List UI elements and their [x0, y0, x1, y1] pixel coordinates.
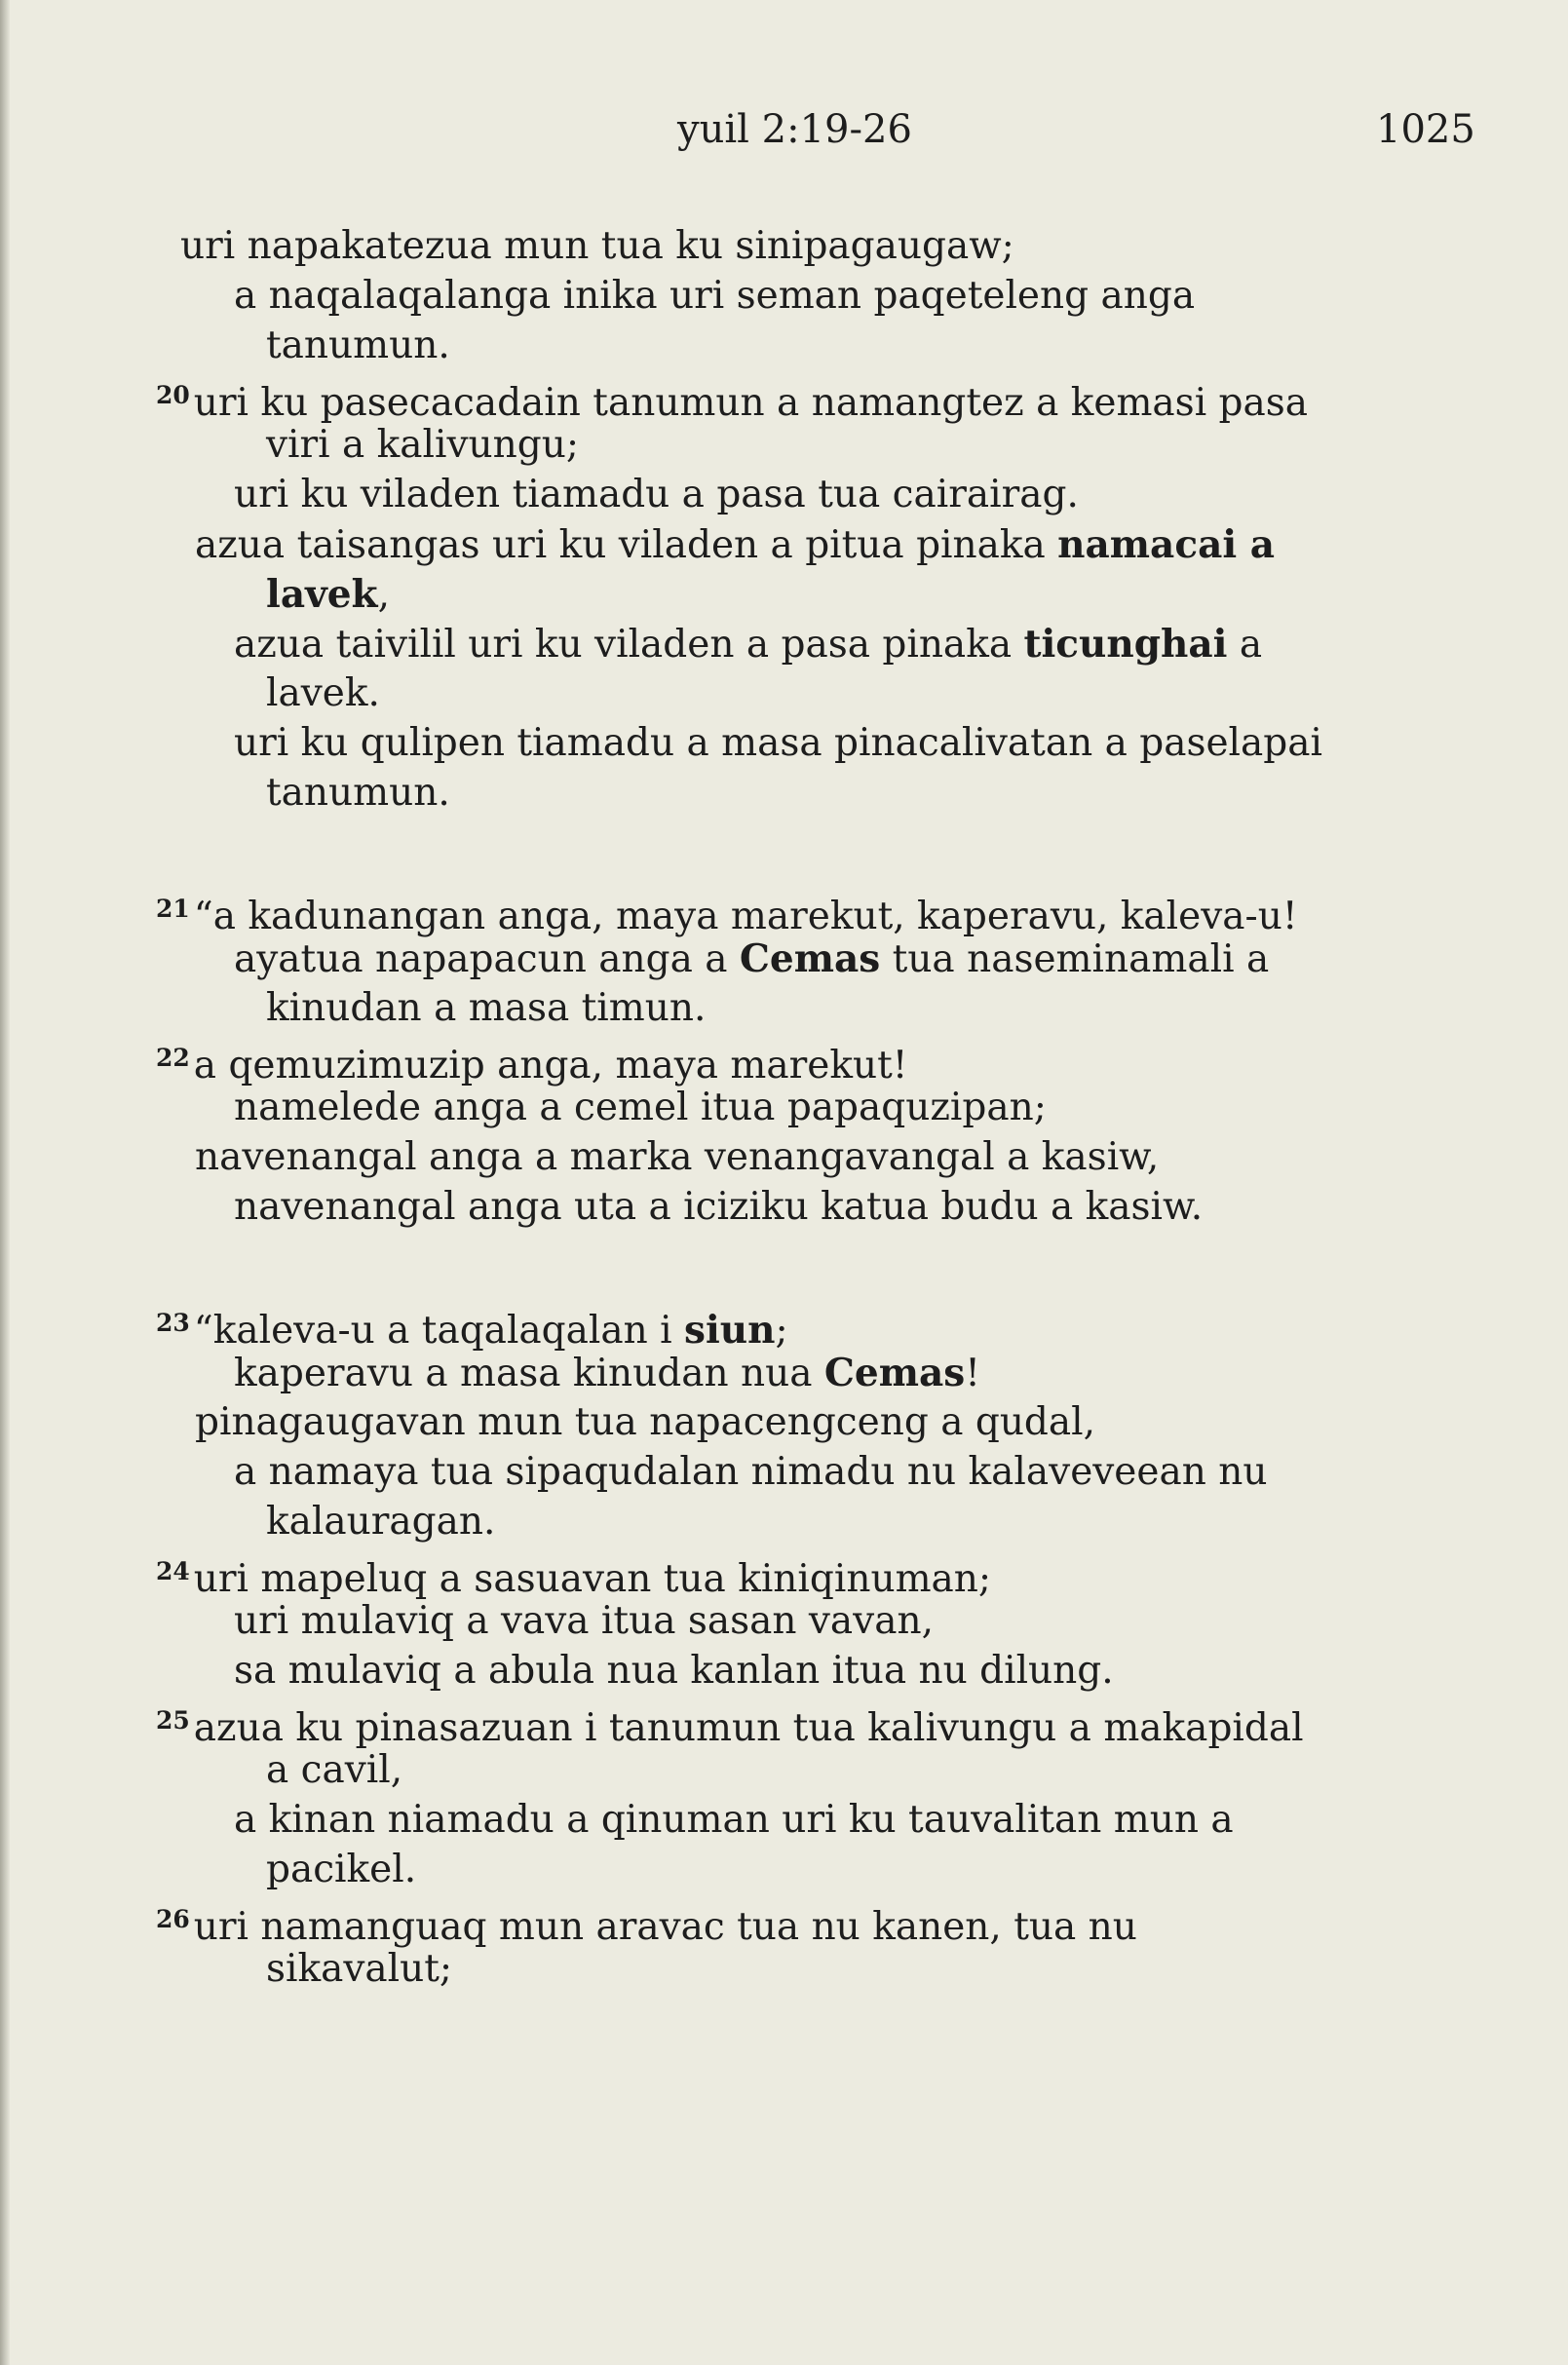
text-line — [234, 719, 1322, 768]
verse-24 — [156, 1547, 992, 1601]
text-run: a qemuzimuzip anga, maya marekut! — [193, 1044, 908, 1087]
text-line — [234, 1349, 980, 1397]
text-line — [234, 471, 1079, 519]
text-line — [180, 222, 1014, 271]
text-line — [195, 520, 1275, 569]
text-line — [266, 421, 579, 470]
text-run: a — [1227, 623, 1263, 667]
text-line — [195, 1398, 1095, 1447]
verse-number: 21 — [156, 895, 190, 923]
verse-number: 20 — [156, 381, 190, 409]
text-run: uri ku pasecacadain tanumun a namangtez a kemasi pasa — [193, 381, 1309, 425]
text-run: Cemas — [823, 1351, 966, 1395]
verse-20 — [156, 371, 1309, 425]
text-line — [234, 1597, 934, 1646]
text-run: ! — [965, 1352, 980, 1395]
text-run: lavek — [266, 572, 378, 617]
text-line — [266, 1945, 452, 1994]
text-run: “kaleva-u a taqalaqalan i — [193, 1309, 684, 1353]
page-number: 1025 — [1376, 107, 1475, 152]
text-line — [195, 1133, 1159, 1182]
text-run: sa mulaviq a abula nua kanlan itua nu dilung. — [234, 1649, 1114, 1693]
verse-number: 23 — [156, 1309, 190, 1337]
text-run: kinudan a masa timun. — [266, 986, 707, 1030]
text-run: tanumun. — [266, 324, 450, 367]
verse-23 — [156, 1299, 788, 1353]
text-run: navenangal anga a marka venangavangal a kasiw, — [195, 1135, 1160, 1179]
text-run: uri napakatezua mun tua ku sinipagaugaw; — [180, 224, 1014, 268]
text-run: a naqalaqalanga inika uri seman paqeteleng anga — [234, 274, 1196, 318]
verse-21 — [156, 885, 1298, 938]
verse-22 — [156, 1034, 908, 1087]
text-line — [266, 322, 450, 370]
text-run: siun — [684, 1308, 776, 1353]
text-run: ; — [775, 1309, 788, 1353]
text-run: pinagaugavan mun tua napacengceng a qudal, — [195, 1400, 1096, 1444]
running-header — [0, 107, 1568, 175]
text-run: pacikel. — [266, 1848, 417, 1891]
text-run: tanumun. — [266, 771, 450, 815]
text-run: a kinan niamadu a qinuman uri ku tauvalitan mun a — [234, 1798, 1234, 1842]
scripture-text — [0, 222, 1568, 2308]
text-line — [266, 1746, 402, 1795]
text-line — [234, 935, 1269, 983]
text-run: navenangal anga uta a iciziku katua budu a kasiw. — [234, 1185, 1204, 1229]
text-run: viri a kalivungu; — [266, 423, 579, 467]
text-run: kalauragan. — [266, 1500, 496, 1544]
verse-26 — [156, 1895, 1137, 1949]
text-line — [266, 1846, 416, 1894]
text-line — [266, 1498, 495, 1546]
text-line — [266, 570, 390, 619]
text-line — [234, 1183, 1203, 1232]
text-run: namelede anga a cemel itua papaquzipan; — [234, 1086, 1047, 1129]
text-run: “a kadunangan anga, maya marekut, kaperavu, kaleva-u! — [193, 895, 1298, 938]
verse-number: 22 — [156, 1044, 190, 1072]
verse-number: 24 — [156, 1557, 190, 1585]
text-run: uri mulaviq a vava itua sasan vavan, — [234, 1599, 934, 1643]
text-run: uri ku viladen tiamadu a pasa tua cairairag. — [234, 473, 1079, 516]
text-run: azua taivilil uri ku viladen a pasa pinaka — [234, 623, 1024, 667]
text-line — [234, 1796, 1234, 1845]
text-run: , — [377, 573, 390, 617]
text-run: azua ku pinasazuan i tanumun tua kalivungu a makapidal — [193, 1706, 1304, 1750]
verse-25 — [156, 1697, 1304, 1750]
text-line — [234, 1448, 1267, 1497]
text-line — [234, 1647, 1114, 1696]
verse-number: 25 — [156, 1706, 190, 1735]
text-run: uri mapeluq a sasuavan tua kiniqinuman; — [193, 1557, 992, 1601]
text-run: uri ku qulipen tiamadu a masa pinacalivatan a paselapai — [234, 721, 1322, 765]
text-run: namacai a — [1057, 522, 1275, 567]
text-run: kaperavu a masa kinudan nua — [234, 1352, 824, 1395]
running-title: yuil 2:19-26 — [677, 107, 912, 152]
text-line — [234, 1084, 1047, 1132]
text-line — [266, 669, 380, 718]
text-run: ayatua napapacun anga a — [234, 937, 740, 981]
text-run: uri namanguaq mun aravac tua nu kanen, tua nu — [193, 1905, 1137, 1949]
text-run: lavek. — [266, 671, 380, 715]
text-run: Cemas — [739, 936, 881, 981]
text-run: a cavil, — [266, 1748, 403, 1792]
text-run: ticunghai — [1023, 622, 1228, 667]
verse-number: 26 — [156, 1905, 190, 1933]
text-run: tua naseminamali a — [880, 937, 1270, 981]
text-run: sikavalut; — [266, 1947, 453, 1991]
text-run: azua taisangas uri ku viladen a pitua pinaka — [195, 523, 1058, 567]
text-run: a namaya tua sipaqudalan nimadu nu kalaveveean nu — [234, 1450, 1268, 1494]
text-line — [266, 984, 706, 1033]
text-line — [266, 769, 450, 818]
text-line — [234, 272, 1195, 321]
text-line — [234, 620, 1262, 668]
